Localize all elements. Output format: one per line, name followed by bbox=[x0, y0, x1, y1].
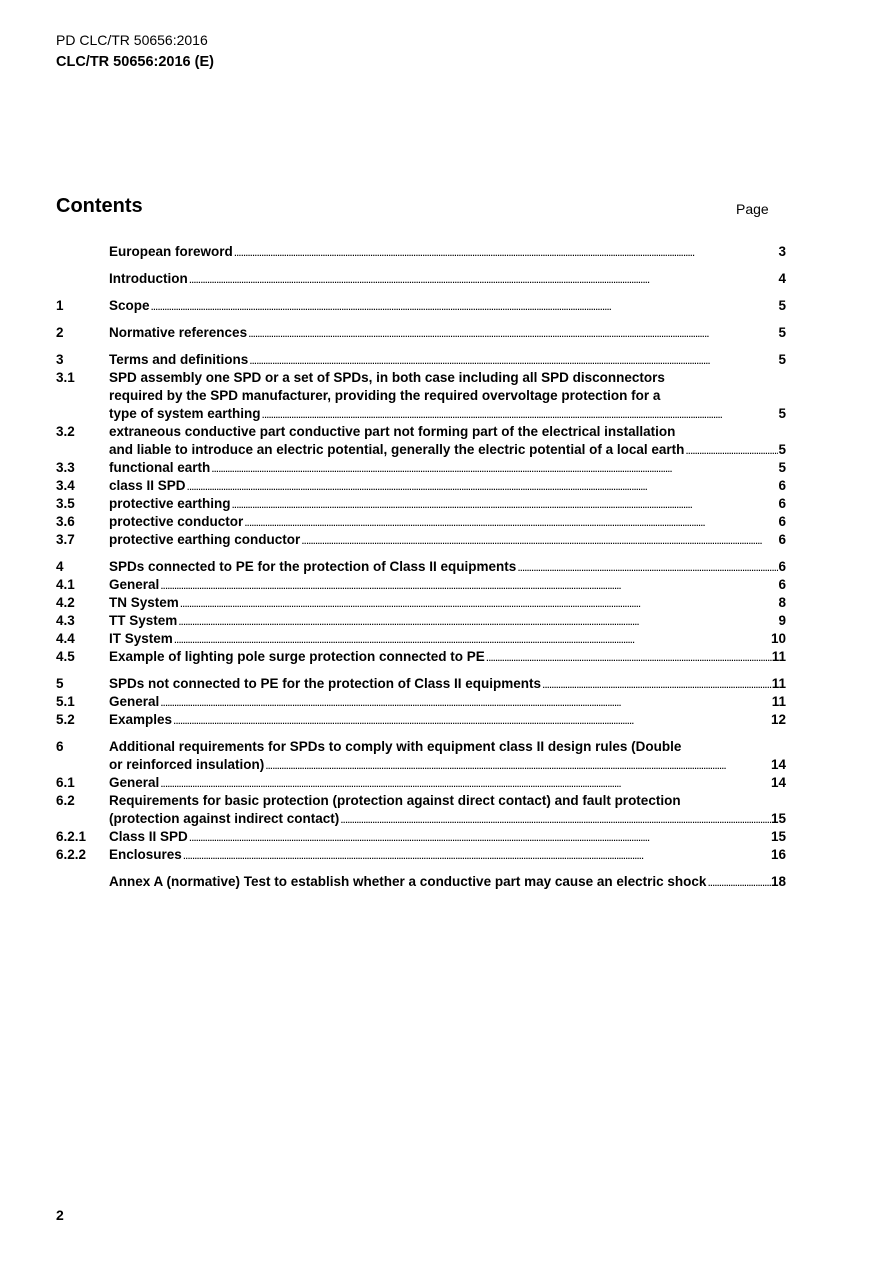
dot-leader bbox=[182, 846, 771, 864]
toc-entry-title: protective earthing conductor bbox=[109, 532, 301, 547]
toc-entry[interactable] bbox=[56, 675, 786, 693]
toc-entry-page: 3 bbox=[778, 244, 786, 259]
dot-leader bbox=[684, 441, 778, 459]
contents-title: Contents bbox=[56, 195, 143, 217]
dot-leader bbox=[159, 774, 771, 792]
dot-leader bbox=[179, 594, 779, 612]
toc-entry[interactable] bbox=[56, 774, 786, 792]
toc-entry-number: 3.3 bbox=[56, 460, 75, 475]
toc-entry-title: TT System bbox=[109, 613, 178, 628]
toc-entry-page: 11 bbox=[771, 649, 786, 664]
toc-entry-title: Class II SPD bbox=[109, 829, 188, 844]
toc-entry[interactable] bbox=[56, 711, 786, 729]
toc-entry-number: 6.2.2 bbox=[56, 847, 87, 862]
toc-entry[interactable] bbox=[56, 648, 786, 666]
toc-entry-page: 11 bbox=[771, 676, 786, 691]
toc-entry-page: 5 bbox=[778, 442, 786, 457]
toc-entry-title: protective earthing bbox=[109, 496, 231, 511]
toc-entry[interactable] bbox=[56, 459, 786, 477]
toc-entry[interactable] bbox=[56, 693, 786, 711]
toc-entry-page: 6 bbox=[778, 514, 786, 529]
toc-entry[interactable] bbox=[56, 351, 786, 369]
toc-entry-title: type of system earthing bbox=[109, 406, 261, 421]
toc-entry-page: 11 bbox=[771, 694, 786, 709]
toc-entry-number: 6.2.1 bbox=[56, 829, 87, 844]
toc-entry-title: class II SPD bbox=[109, 478, 186, 493]
toc-entry-page: 15 bbox=[770, 811, 786, 826]
toc-entry-title: functional earth bbox=[109, 460, 211, 475]
toc-entry-number: 3.4 bbox=[56, 478, 75, 493]
toc-entry-page: 4 bbox=[778, 271, 786, 286]
toc-entry-number: 3 bbox=[56, 352, 64, 367]
toc-entry-number: 1 bbox=[56, 298, 64, 313]
toc-entry-page: 14 bbox=[770, 757, 786, 772]
toc-entry-title: Introduction bbox=[109, 271, 188, 286]
toc-entry-page: 6 bbox=[778, 577, 786, 592]
toc-entry[interactable] bbox=[56, 558, 786, 576]
toc-entry-page: 9 bbox=[778, 613, 786, 628]
toc-entry-number: 3.1 bbox=[56, 370, 75, 385]
toc-entry-title-line: Additional requirements for SPDs to comply with equipment class II design rules (Double bbox=[109, 739, 682, 754]
document-id: PD CLC/TR 50656:2016 bbox=[56, 32, 208, 48]
toc-entry-title: Examples bbox=[109, 712, 173, 727]
toc-entry-title: IT System bbox=[109, 631, 173, 646]
toc-entry-title: Example of lighting pole surge protection connected to PE bbox=[109, 649, 485, 664]
toc-entry[interactable] bbox=[56, 369, 786, 423]
toc-entry-title: SPDs not connected to PE for the protection of Class II equipments bbox=[109, 676, 542, 691]
dot-leader bbox=[541, 675, 772, 693]
toc-entry[interactable] bbox=[56, 477, 786, 495]
dot-leader bbox=[159, 693, 771, 711]
toc-entry[interactable] bbox=[56, 873, 786, 891]
dot-leader bbox=[264, 756, 771, 774]
toc-entry-number: 4.4 bbox=[56, 631, 75, 646]
toc-entry[interactable] bbox=[56, 738, 786, 774]
toc-entry-page: 5 bbox=[778, 325, 786, 340]
toc-entry-page: 18 bbox=[770, 874, 786, 889]
toc-entry-title: and liable to introduce an electric potential, generally the electric potential of a local earth bbox=[109, 442, 685, 457]
toc-entry-title: General bbox=[109, 577, 160, 592]
document-id-language: CLC/TR 50656:2016 (E) bbox=[56, 54, 214, 70]
toc-entry-number: 6.1 bbox=[56, 775, 75, 790]
dot-leader bbox=[173, 630, 771, 648]
page-number: 2 bbox=[56, 1207, 64, 1223]
toc-entry-number: 4.5 bbox=[56, 649, 75, 664]
toc-entry-title: Terms and definitions bbox=[109, 352, 249, 367]
toc-entry-number: 5 bbox=[56, 676, 64, 691]
toc-entry[interactable] bbox=[56, 828, 786, 846]
dot-leader bbox=[177, 612, 778, 630]
toc-entry-number: 3.6 bbox=[56, 514, 75, 529]
toc-entry-page: 6 bbox=[778, 496, 786, 511]
toc-entry-number: 4.3 bbox=[56, 613, 75, 628]
toc-entry-title: or reinforced insulation) bbox=[109, 757, 265, 772]
toc-entry[interactable] bbox=[56, 297, 786, 315]
toc-entry-title-line: required by the SPD manufacturer, providing the required overvoltage protection for a bbox=[109, 388, 661, 403]
dot-leader bbox=[300, 531, 778, 549]
toc-entry-number: 2 bbox=[56, 325, 64, 340]
dot-leader bbox=[231, 495, 779, 513]
toc-entry-title: Scope bbox=[109, 298, 150, 313]
dot-leader bbox=[172, 711, 771, 729]
toc-entry-page: 8 bbox=[778, 595, 786, 610]
toc-entry-page: 5 bbox=[778, 460, 786, 475]
toc-entry-number: 4.2 bbox=[56, 595, 75, 610]
toc-entry-number: 5.1 bbox=[56, 694, 75, 709]
dot-leader bbox=[150, 297, 779, 315]
toc-entry-page: 14 bbox=[770, 775, 786, 790]
toc-entry-title: TN System bbox=[109, 595, 179, 610]
table-of-contents bbox=[56, 243, 786, 891]
toc-entry[interactable] bbox=[56, 792, 786, 828]
toc-entry-page: 6 bbox=[778, 532, 786, 547]
toc-entry-number: 5.2 bbox=[56, 712, 75, 727]
toc-entry[interactable] bbox=[56, 594, 786, 612]
toc-entry-number: 4 bbox=[56, 559, 64, 574]
toc-entry-title: General bbox=[109, 694, 160, 709]
toc-entry[interactable] bbox=[56, 576, 786, 594]
toc-entry-number: 4.1 bbox=[56, 577, 75, 592]
dot-leader bbox=[485, 648, 772, 666]
toc-entry-title: Enclosures bbox=[109, 847, 182, 862]
toc-entry-page: 6 bbox=[778, 559, 786, 574]
toc-entry-title: SPDs connected to PE for the protection of Class II equipments bbox=[109, 559, 517, 574]
toc-entry-number: 6.2 bbox=[56, 793, 75, 808]
toc-entry-number: 3.2 bbox=[56, 424, 75, 439]
toc-entry[interactable] bbox=[56, 270, 786, 288]
toc-entry-title: Normative references bbox=[109, 325, 248, 340]
toc-entry-page: 5 bbox=[778, 352, 786, 367]
toc-entry[interactable] bbox=[56, 630, 786, 648]
dot-leader bbox=[233, 243, 779, 261]
toc-entry-page: 5 bbox=[778, 298, 786, 313]
dot-leader bbox=[210, 459, 778, 477]
toc-entry-title: Annex A (normative) Test to establish whether a conductive part may cause an electric shock bbox=[109, 874, 707, 889]
dot-leader bbox=[186, 477, 779, 495]
page-column-label: Page bbox=[736, 201, 769, 217]
dot-leader bbox=[339, 810, 771, 828]
toc-entry-page: 10 bbox=[770, 631, 786, 646]
toc-entry-number: 3.5 bbox=[56, 496, 75, 511]
dot-leader bbox=[159, 576, 778, 594]
toc-entry-page: 12 bbox=[770, 712, 786, 727]
toc-entry[interactable] bbox=[56, 513, 786, 531]
dot-leader bbox=[243, 513, 778, 531]
toc-entry[interactable] bbox=[56, 495, 786, 513]
toc-entry-title: General bbox=[109, 775, 160, 790]
dot-leader bbox=[188, 828, 771, 846]
toc-entry-title-line: extraneous conductive part conductive part not forming part of the electrical installation bbox=[109, 424, 676, 439]
toc-entry-page: 15 bbox=[770, 829, 786, 844]
dot-leader bbox=[516, 558, 778, 576]
dot-leader bbox=[261, 405, 779, 423]
toc-entry[interactable] bbox=[56, 243, 786, 261]
dot-leader bbox=[248, 351, 778, 369]
dot-leader bbox=[247, 324, 778, 342]
toc-entry-title: protective conductor bbox=[109, 514, 244, 529]
toc-entry-page: 5 bbox=[778, 406, 786, 421]
toc-entry[interactable] bbox=[56, 423, 786, 459]
toc-entry-number: 3.7 bbox=[56, 532, 75, 547]
dot-leader bbox=[706, 873, 771, 891]
toc-entry-page: 16 bbox=[770, 847, 786, 862]
dot-leader bbox=[188, 270, 779, 288]
toc-entry-title: (protection against indirect contact) bbox=[109, 811, 340, 826]
toc-entry[interactable] bbox=[56, 531, 786, 549]
toc-entry-number: 6 bbox=[56, 739, 64, 754]
toc-entry-title-line: SPD assembly one SPD or a set of SPDs, in both case including all SPD disconnectors bbox=[109, 370, 665, 385]
toc-entry-title: European foreword bbox=[109, 244, 233, 259]
toc-entry-title-line: Requirements for basic protection (protection against direct contact) and fault protection bbox=[109, 793, 681, 808]
toc-entry-page: 6 bbox=[778, 478, 786, 493]
toc-entry[interactable] bbox=[56, 612, 786, 630]
toc-entry[interactable] bbox=[56, 846, 786, 864]
toc-entry[interactable] bbox=[56, 324, 786, 342]
